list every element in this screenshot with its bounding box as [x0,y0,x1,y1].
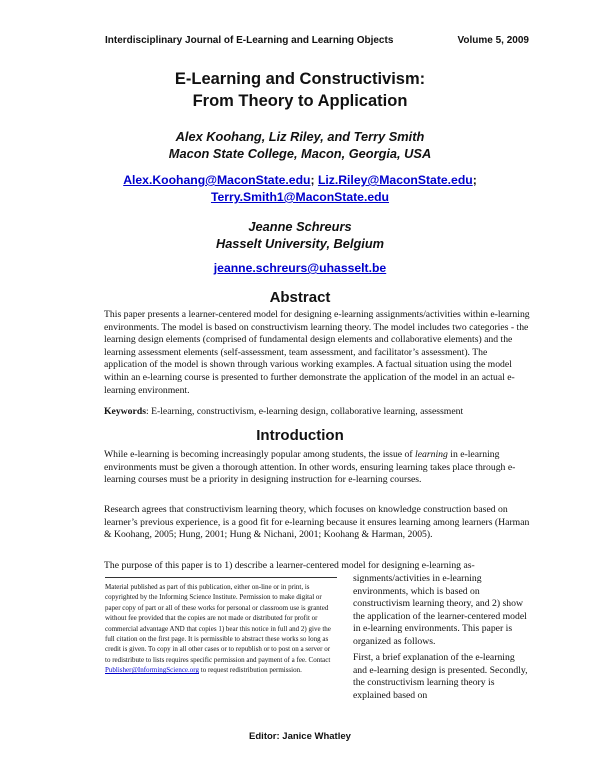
abstract-text: This paper presents a learner-centered model for designing e-learning assignments/activities within e-learning environments. The model is based on constructivism learning theory. The model includes two categories - the learning design elements (comprised of fundamental design elements and collaborative elements) and the learning assessment elements (self-assessment, team assessment, and facilitator’s assessment). The application of the model is shown through various working examples. A factual situation using the model within an e-learning course is presented to further demonstrate the application of the model in an actual e-learning environment. [104,309,530,396]
publisher-email-link[interactable]: Publisher@InformingScience.org [105,666,199,675]
footnote-tail: to request redistribution permission. [199,666,302,675]
title-line-1: E-Learning and Constructivism: [174,70,426,88]
column-paragraph-1: signments/activities in e-learning environments, which is based on constructivism learning theory, and 2) show the application of the learner-centered model in e-learning environments. This paper is organized as follows. [353,573,527,647]
keywords-label: Keywords [104,406,146,417]
intro-paragraph-1 [104,449,530,487]
author-affiliation: Macon State College, Macon, Georgia, USA [168,146,432,161]
author-block-2 [0,218,600,252]
email-link-schreurs[interactable]: jeanne.schreurs@uhasselt.be [213,261,387,275]
copyright-footnote [105,577,337,676]
intro-p1-start: While e-learning is becoming increasingly popular among students, the issue of [104,449,415,460]
author-email-2 [0,261,600,275]
keywords [104,406,530,419]
intro-p1-emphasis: learning [415,449,448,460]
volume-label: Volume 5, 2009 [457,35,529,46]
intro-paragraph-3: The purpose of this paper is to 1) describe a learner-centered model for designing e-learning as- [104,560,475,571]
keywords-text: : E-learning, constructivism, e-learning design, collaborative learning, assessment [145,406,464,417]
introduction-heading: Introduction [256,427,344,444]
abstract-heading: Abstract [269,289,331,306]
author-affiliation-hasselt: Hasselt University, Belgium [215,236,385,251]
journal-name: Interdisciplinary Journal of E-Learning and Learning Objects [105,35,394,46]
intro-p1-end: in e-learning environments must be given a thorough attention. In other words, ensuring learning takes place through e-learning courses must be a priority in designing instruction for e-learning courses. [104,449,516,486]
paper-title [0,68,600,112]
intro-paragraph-2: Research agrees that constructivism learning theory, which focuses on knowledge construction based on learner’s previous experience, is a good fit for e-learning because it ensures learning among learners (Harman & Koohang, 2005; Hung, 2001; Hung & Nichani, 2001; Koohang & Harman, 2005). [104,504,530,541]
email-link-riley[interactable]: Liz.Riley@MaconState.edu [317,173,473,187]
running-header [105,35,529,51]
column-paragraph-2: First, a brief explanation of the e-learning and e-learning design is presented. Secondly, the constructivism learning theory is explained based on [353,652,528,701]
author-names: Alex Koohang, Liz Riley, and Terry Smith [175,129,425,144]
author-name-schreurs: Jeanne Schreurs [248,219,352,234]
footnote-text: Material published as part of this publication, either on-line or in print, is copyrighted by the Informing Science Institute. Permission to make digital or paper copy of part or all of these works for personal or classroom use is granted without fee provided that the copies are not made or distributed for profit or commercial advantage AND that copies 1) bear this notice in full and 2) give the full citation on the first page. It is permissible to abstract these works so long as credit is given. To copy in all other cases or to republish or to post on a server or to redistribute to lists requires specific permission and payment of a fee. Contact [105,583,331,664]
author-block-1 [0,128,600,162]
editor-line: Editor: Janice Whatley [249,731,351,742]
email-link-smith[interactable]: Terry.Smith1@MaconState.edu [210,190,390,204]
author-emails: Alex.Koohang@MaconState.edu; Liz.Riley@MaconState.edu; Terry.Smith1@MaconState.edu [123,173,477,204]
title-line-2: From Theory to Application [192,92,408,110]
email-link-koohang[interactable]: Alex.Koohang@MaconState.edu [123,173,311,187]
